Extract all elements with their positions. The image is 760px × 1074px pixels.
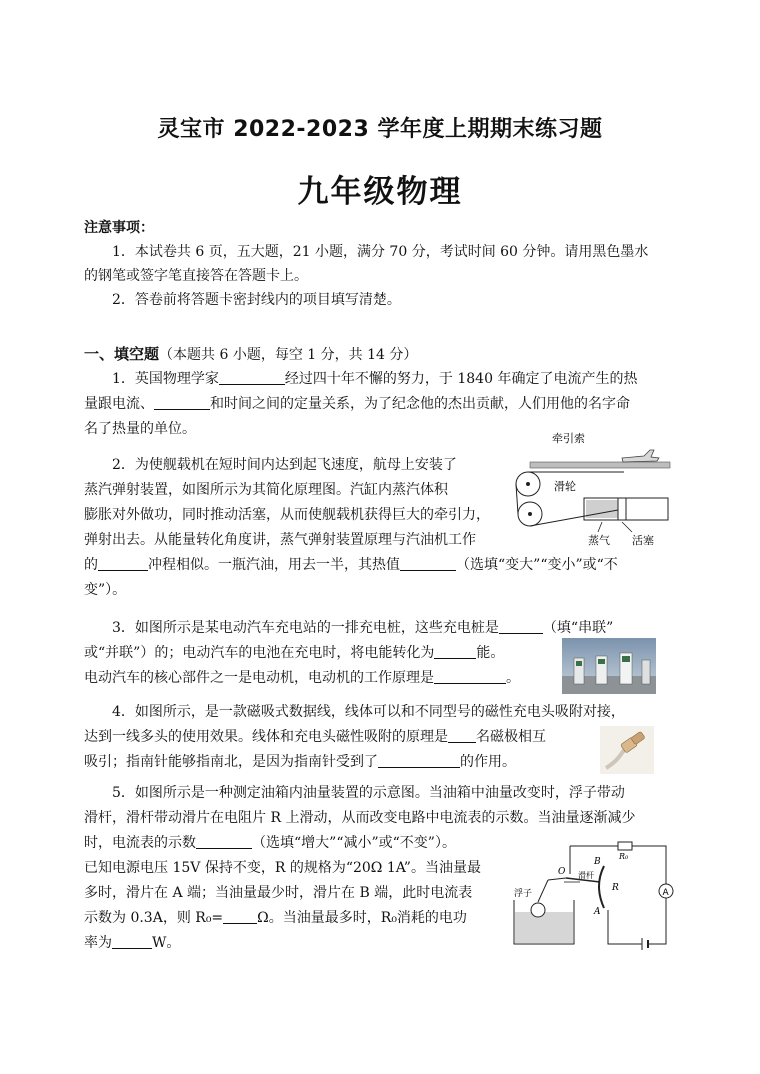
oil-gauge-circuit-diagram xyxy=(508,838,678,950)
label-steam: 蒸气 xyxy=(588,534,610,547)
aircraft-icon xyxy=(622,450,659,462)
answer-blank[interactable] xyxy=(223,908,257,924)
answer-blank[interactable] xyxy=(196,833,252,849)
label-a: A xyxy=(594,907,601,917)
oil-level xyxy=(515,912,573,943)
answer-blank[interactable] xyxy=(154,394,210,410)
section-name: 一、填空题 xyxy=(84,345,160,363)
label-r0: R₀ xyxy=(619,852,629,861)
question-1: 1．英国物理学家 经过四十年不懈的努力，于 1840 年确定了电流产生的热 量跟电流、 和时间之间的定量关系，为了纪念他的杰出贡献，人们用他的名字命 名了热量的单位。 xyxy=(84,371,638,437)
label-float: 浮子 xyxy=(514,889,533,899)
section-heading xyxy=(84,343,417,364)
answer-blank[interactable] xyxy=(112,933,152,949)
label-pulley: 滑轮 xyxy=(554,480,576,493)
float-icon xyxy=(531,903,545,917)
answer-blank[interactable] xyxy=(400,555,456,571)
answer-blank[interactable] xyxy=(434,643,476,659)
answer-blank[interactable] xyxy=(378,752,460,768)
deck xyxy=(530,462,670,468)
steam-catapult-diagram xyxy=(514,428,674,548)
answer-blank[interactable] xyxy=(98,555,148,571)
charging-station-photo xyxy=(562,638,656,694)
exam-title: 灵宝市 2022-2023 学年度上期期末练习题 xyxy=(157,117,603,142)
magnetic-cable-photo xyxy=(600,726,654,774)
question-4: 4．如图所示，是一款磁吸式数据线，线体可以和不同型号的磁性充电头吸附对接， 达到一线多头的使用效果。线体和充电头磁性吸附的原理是 名磁极相互 吸引；指南针能够指南北，是因为指南针受到了 的作用。 xyxy=(84,704,625,770)
question-5: 5．如图所示是一种测定油箱内油量装置的示意图。当油箱中油量改变时，浮子带动 滑杆，滑杆带动滑片在电阻片 R 上滑动，从而改变电路中电流表的示数。当油量逐渐减少 时，电流表的示数 （选填“增大”“减小”或“不变”）。 已知电源电压 15V 保持不变，R 的规格为“20Ω 1A”。当油量最 多时，滑片在 A 端；当油量最少时，滑片在 B 端，此时电流表 示数为 0.3A，则 R₀= Ω。当油量最多时，R₀消耗的电功 率为 W。 xyxy=(84,785,636,951)
exam-subject: 九年级物理 xyxy=(297,174,463,210)
answer-blank[interactable] xyxy=(448,727,476,743)
question-3: 3．如图所示是某电动汽车充电站的一排充电桩，这些充电桩是 （填“串联” 或“并联”）的；电动汽车的电池在充电时，将电能转化为 能。 电动汽车的核心部件之一是电动机，电动机的工作原理是 。 xyxy=(84,620,614,686)
label-b: B xyxy=(594,857,601,867)
label-rod: 滑杆 xyxy=(578,871,594,880)
piston xyxy=(618,498,626,520)
label-piston: 活塞 xyxy=(632,534,654,547)
label-rope: 牵引索 xyxy=(552,432,585,445)
notice-item-1: 1．本试卷共 6 页，五大题，21 小题，满分 70 分，考试时间 60 分钟。请用黑色墨水 xyxy=(112,244,649,260)
question-2: 2．为使舰载机在短时间内达到起飞速度，航母上安装了 蒸汽弹射装置，如图所示为其简化原理图。汽缸内蒸汽体积 膨胀对外做功，同时推动活塞，从而使舰载机获得巨大的牵引力， 弹射出去。从能量转化角度讲，蒸气弹射装置原理与汽油机工作 的 冲程相似。一瓶汽油，用去一半，其热值 （选填“变大”“变小”或“不 变”）。 xyxy=(84,457,618,598)
notice-heading: 注意事项： xyxy=(84,220,154,236)
answer-blank[interactable] xyxy=(219,369,285,385)
r0-resistor xyxy=(618,842,632,850)
resistor-r xyxy=(599,866,604,908)
label-ammeter: A xyxy=(662,888,669,898)
notice-item-2: 2．答卷前将答题卡密封线内的项目填写清楚。 xyxy=(112,292,401,308)
section-note: （本题共 6 小题，每空 1 分，共 14 分） xyxy=(159,347,418,363)
answer-blank[interactable] xyxy=(434,668,506,684)
label-o: O xyxy=(558,867,566,877)
answer-blank[interactable] xyxy=(499,618,543,634)
notice-block xyxy=(84,216,684,312)
notice-item-1-cont: 的钢笔或签字笔直接答在答题卡上。 xyxy=(84,268,308,284)
label-r: R xyxy=(612,883,619,893)
